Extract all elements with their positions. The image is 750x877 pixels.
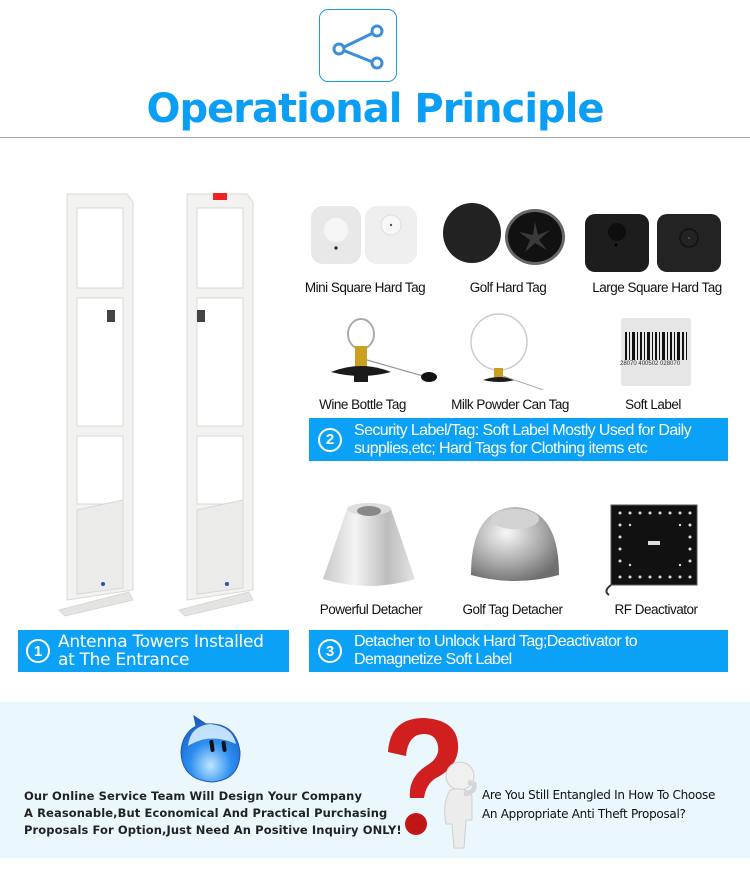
step-2-banner bbox=[309, 418, 728, 461]
step-3-line2: Demagnetize Soft Label bbox=[354, 651, 512, 668]
divider bbox=[0, 137, 750, 138]
caption-powerful-detacher: Powerful Detacher bbox=[319, 602, 423, 617]
service-line-2: A Reasonable,But Economical And Practical Purchasing bbox=[24, 806, 388, 820]
caption-golf-hard-tag: Golf Hard Tag bbox=[469, 280, 547, 295]
question-line-1: Are You Still Entangled In How To Choose bbox=[482, 788, 716, 802]
barcode-number: 28070 400502 028070 bbox=[620, 361, 681, 367]
step-1-line2: at The Entrance bbox=[58, 650, 190, 670]
antenna-towers-image bbox=[55, 190, 255, 618]
step-3-banner bbox=[309, 630, 728, 672]
step-2-line2: supplies,etc; Hard Tags for Clothing items etc bbox=[354, 439, 648, 457]
hard-tags-images bbox=[305, 200, 745, 272]
step-1-line1: Antenna Towers Installed bbox=[58, 632, 264, 652]
caption-mini-square-hard-tag: Mini Square Hard Tag bbox=[304, 280, 426, 295]
service-message bbox=[24, 788, 402, 839]
question-mark-figure-icon bbox=[380, 712, 490, 852]
caption-large-square-hard-tag: Large Square Hard Tag bbox=[592, 280, 722, 295]
share-icon bbox=[320, 10, 395, 80]
step-number: 2 bbox=[318, 428, 342, 452]
chat-bubble-mascot-icon bbox=[176, 712, 246, 784]
step-1-banner bbox=[18, 630, 289, 672]
question-line-2: An Appropriate Anti Theft Proposal? bbox=[482, 807, 686, 821]
share-icon-box bbox=[319, 9, 397, 82]
soft-tags-images bbox=[305, 310, 745, 390]
step-number: 3 bbox=[318, 639, 342, 663]
caption-wine-bottle-tag: Wine Bottle Tag bbox=[319, 397, 406, 412]
caption-soft-label: Soft Label bbox=[625, 397, 681, 412]
caption-milk-powder-can-tag: Milk Powder Can Tag bbox=[451, 397, 569, 412]
step-number: 1 bbox=[26, 639, 50, 663]
caption-golf-tag-detacher: Golf Tag Detacher bbox=[462, 602, 563, 617]
question-message bbox=[482, 786, 715, 824]
service-line-3: Proposals For Option,Just Need An Positive Inquiry ONLY! bbox=[24, 823, 402, 837]
caption-rf-deactivator: RF Deactivator bbox=[614, 602, 698, 617]
detachers-images bbox=[305, 495, 745, 600]
page-title: Operational Principle bbox=[146, 86, 604, 132]
step-2-line1: Security Label/Tag: Soft Label Mostly Used for Daily bbox=[354, 421, 691, 439]
step-3-line1: Detacher to Unlock Hard Tag;Deactivator to bbox=[354, 633, 638, 650]
service-line-1: Our Online Service Team Will Design Your Company bbox=[24, 789, 363, 803]
